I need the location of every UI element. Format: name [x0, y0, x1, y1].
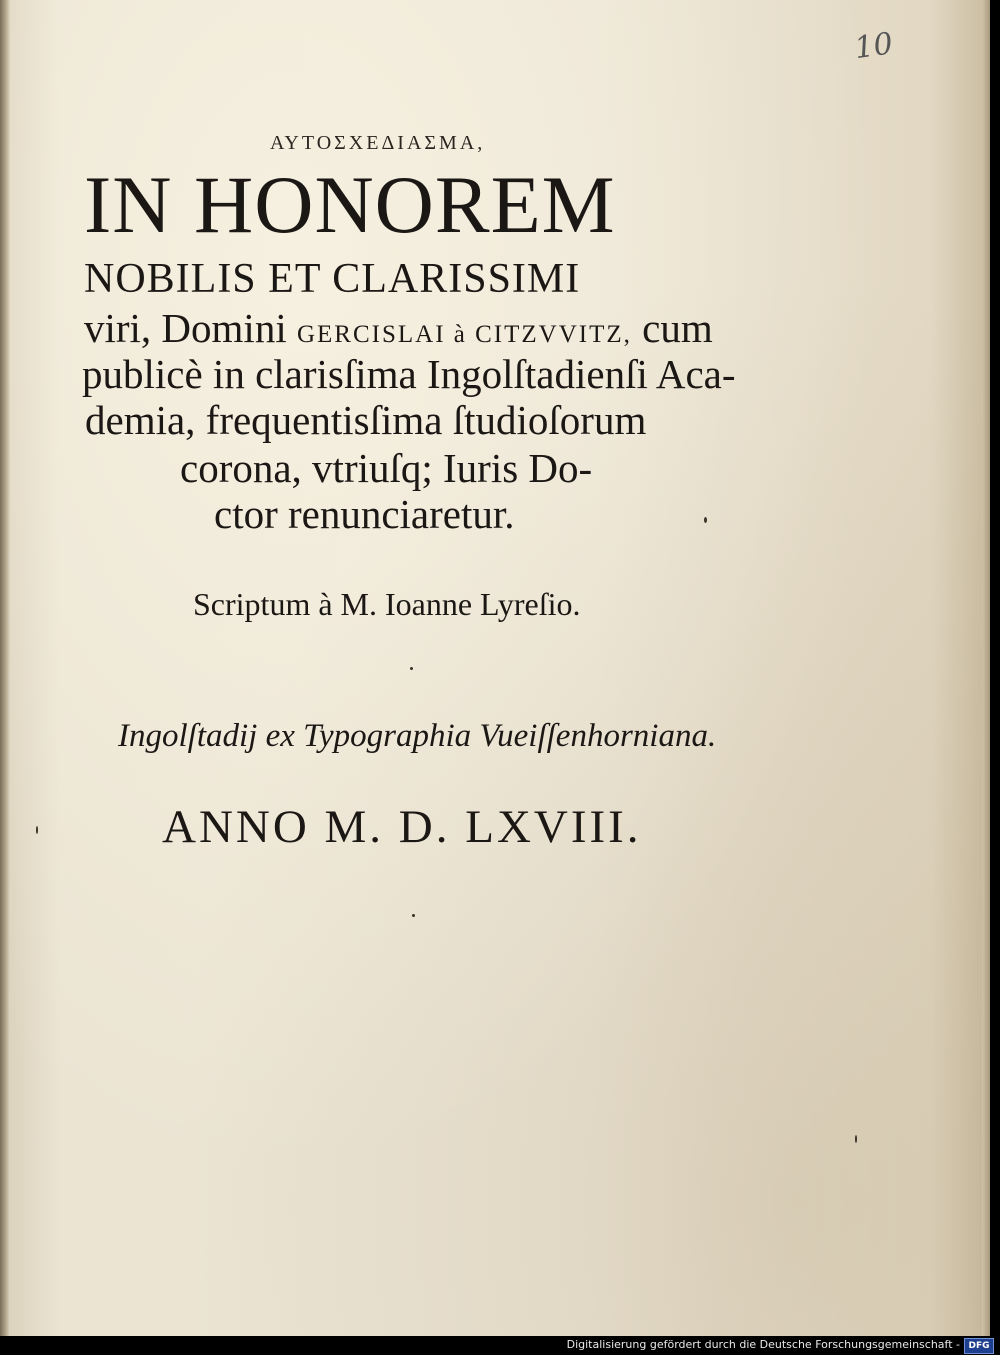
folio-number: 10 [852, 26, 895, 67]
publication-year: ANNO M. D. LXVIII. [162, 801, 642, 853]
imprint-line: Ingolſtadij ex Typographia Vueiſſenhorniana. [118, 718, 717, 754]
title-line-7: ctor renunciaretur. [214, 491, 515, 537]
footer-credit: Digitalisierung gefördert durch die Deutsche Forschungsgemeinschaft - [566, 1338, 960, 1351]
paper-speck [36, 826, 38, 834]
title-line-3-smallcaps: GERCISLAI à CITZVVITZ, [296, 321, 632, 348]
title-line-2: NOBILIS ET CLARISSIMI [84, 256, 581, 302]
paper-speck [412, 914, 415, 917]
title-line-4: publicè in clarisſima Ingolſtadienſi Aca- [82, 351, 736, 397]
paper-speck [704, 517, 707, 523]
author-line: Scriptum à M. Ioanne Lyreſio. [193, 586, 581, 622]
title-line-6: corona, vtriuſq; Iuris Do- [180, 445, 593, 491]
title-line-3-start: viri, Domini [84, 305, 297, 351]
footer-bar [0, 1336, 1000, 1355]
title-line-3-end: cum [631, 305, 713, 351]
paper-speck [410, 667, 413, 670]
title-line-5: demia, frequentisſima ſtudioſorum [85, 397, 647, 443]
page-spine-shadow [0, 0, 10, 1336]
paper-speck [855, 1135, 857, 1143]
dfg-logo: DFG [964, 1338, 994, 1354]
greek-heading: ΑΥΤΟΣΧΕΔΙΑΣΜΑ, [270, 132, 486, 154]
title-line-3 [84, 304, 984, 352]
main-title: IN HONOREM [84, 159, 616, 250]
